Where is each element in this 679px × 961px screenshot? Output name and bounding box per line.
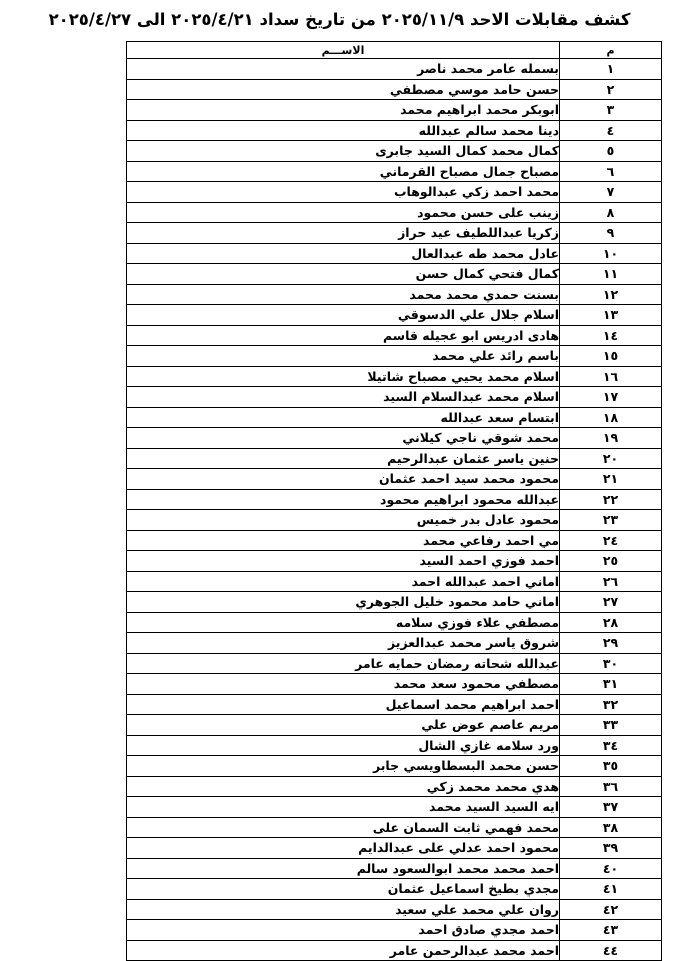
row-number: ٢٣ xyxy=(560,510,662,531)
row-name: ابتسام سعد عبدالله xyxy=(127,407,560,428)
row-name: احمد محمد محمد ابوالسعود سالم xyxy=(127,858,560,879)
row-name: زكريا عبداللطيف عيد حراز xyxy=(127,223,560,244)
row-name: كمال فتحي كمال حسن xyxy=(127,264,560,285)
row-number: ٣٥ xyxy=(560,756,662,777)
row-number: ٩ xyxy=(560,223,662,244)
row-name: دينا محمد سالم عبدالله xyxy=(127,120,560,141)
table-row xyxy=(127,120,662,141)
table-row xyxy=(127,530,662,551)
row-number: ٤٢ xyxy=(560,899,662,920)
table-row xyxy=(127,264,662,285)
row-number: ١ xyxy=(560,59,662,80)
row-number: ١١ xyxy=(560,264,662,285)
row-number: ٤٠ xyxy=(560,858,662,879)
row-number: ١٧ xyxy=(560,387,662,408)
row-name: باسم رائد علي محمد xyxy=(127,346,560,367)
row-name: مصطفي محمود سعد محمد xyxy=(127,674,560,695)
interview-roster-table xyxy=(126,41,662,961)
row-name: عبدالله شحاته رمضان حمايه عامر xyxy=(127,653,560,674)
table-row xyxy=(127,838,662,859)
table-row xyxy=(127,694,662,715)
row-number: ١٨ xyxy=(560,407,662,428)
row-name: مصباح جمال مصباح القرماني xyxy=(127,161,560,182)
table-row xyxy=(127,592,662,613)
row-number: ١٣ xyxy=(560,305,662,326)
table-row xyxy=(127,284,662,305)
table-row xyxy=(127,141,662,162)
page-title: كشف مقابلات الاحد ٢٠٢٥/١١/٩ من تاريخ سداد ٢٠٢٥/٤/٢١ الى ٢٠٢٥/٤/٢٧ xyxy=(48,10,631,29)
row-number: ٣٩ xyxy=(560,838,662,859)
row-name: اسلام محمد عبدالسلام السيد xyxy=(127,387,560,408)
row-name: مجدي بطيخ اسماعيل عثمان xyxy=(127,879,560,900)
table-row xyxy=(127,735,662,756)
row-number: ١٢ xyxy=(560,284,662,305)
table-row xyxy=(127,325,662,346)
table-row xyxy=(127,428,662,449)
row-name: اماني احمد عبدالله احمد xyxy=(127,571,560,592)
row-name: هادى ادريس ابو عجيله قاسم xyxy=(127,325,560,346)
table-row xyxy=(127,653,662,674)
row-number: ١٦ xyxy=(560,366,662,387)
row-number: ٤١ xyxy=(560,879,662,900)
row-name: شروق ياسر محمد عبدالعزيز xyxy=(127,633,560,654)
row-number: ٣٣ xyxy=(560,715,662,736)
table-row xyxy=(127,469,662,490)
row-number: ٢٧ xyxy=(560,592,662,613)
table-row xyxy=(127,510,662,531)
row-name: زينب على حسن محمود xyxy=(127,202,560,223)
table-body xyxy=(127,59,662,961)
row-number: ٢٠ xyxy=(560,448,662,469)
row-name: اسلام محمد يحيي مصباح شاتيلا xyxy=(127,366,560,387)
row-number: ١٤ xyxy=(560,325,662,346)
row-name: روان علي محمد علي سعيد xyxy=(127,899,560,920)
row-name: حسن حامد موسي مصطفي xyxy=(127,79,560,100)
table-row xyxy=(127,161,662,182)
row-name: بسمله عامر محمد ناصر xyxy=(127,59,560,80)
row-number: ٢٩ xyxy=(560,633,662,654)
row-name: ايه السيد السيد محمد xyxy=(127,797,560,818)
table-row xyxy=(127,366,662,387)
table-row xyxy=(127,797,662,818)
row-number: ٣٦ xyxy=(560,776,662,797)
row-name: محمود عادل بدر خميس xyxy=(127,510,560,531)
row-name: ابوبكر محمد ابراهيم محمد xyxy=(127,100,560,121)
table-row xyxy=(127,879,662,900)
row-name: محمد احمد زكي عبدالوهاب xyxy=(127,182,560,203)
row-number: ٣٨ xyxy=(560,817,662,838)
header-number: م xyxy=(560,42,662,59)
row-name: احمد مجدي صادق احمد xyxy=(127,920,560,941)
row-number: ٣١ xyxy=(560,674,662,695)
table-row xyxy=(127,223,662,244)
row-name: اسلام جلال علي الدسوقي xyxy=(127,305,560,326)
table-row xyxy=(127,776,662,797)
row-name: ورد سلامه غازي الشال xyxy=(127,735,560,756)
row-number: ١٠ xyxy=(560,243,662,264)
row-name: عادل محمد طه عبدالعال xyxy=(127,243,560,264)
table-row xyxy=(127,305,662,326)
table-header xyxy=(127,42,662,59)
table-row xyxy=(127,202,662,223)
row-number: ٤٤ xyxy=(560,940,662,961)
row-number: ٥ xyxy=(560,141,662,162)
row-number: ٢١ xyxy=(560,469,662,490)
table-row xyxy=(127,182,662,203)
row-name: محمد شوقي ناجي كيلاني xyxy=(127,428,560,449)
row-name: احمد ابراهيم محمد اسماعيل xyxy=(127,694,560,715)
table-row xyxy=(127,940,662,961)
table-row xyxy=(127,817,662,838)
table-row xyxy=(127,387,662,408)
table-row xyxy=(127,346,662,367)
row-number: ٦ xyxy=(560,161,662,182)
table-row xyxy=(127,551,662,572)
row-name: كمال محمد كمال السيد جابرى xyxy=(127,141,560,162)
table-row xyxy=(127,571,662,592)
row-number: ٣٧ xyxy=(560,797,662,818)
row-name: هدي محمد محمد زكي xyxy=(127,776,560,797)
row-number: ٤ xyxy=(560,120,662,141)
row-number: ٢٨ xyxy=(560,612,662,633)
row-name: مصطفي علاء فوزي سلامه xyxy=(127,612,560,633)
table-row xyxy=(127,756,662,777)
row-name: احمد فوزي احمد السيد xyxy=(127,551,560,572)
row-name: بسنت حمدي محمد محمد xyxy=(127,284,560,305)
row-number: ٢٢ xyxy=(560,489,662,510)
table-row xyxy=(127,407,662,428)
row-number: ١٥ xyxy=(560,346,662,367)
row-number: ٢٤ xyxy=(560,530,662,551)
row-number: ٤٣ xyxy=(560,920,662,941)
table-row xyxy=(127,612,662,633)
row-name: محمود احمد عدلي على عبدالدايم xyxy=(127,838,560,859)
row-number: ٢٥ xyxy=(560,551,662,572)
table-row xyxy=(127,920,662,941)
table-row xyxy=(127,899,662,920)
row-number: ١٩ xyxy=(560,428,662,449)
row-number: ٣٤ xyxy=(560,735,662,756)
row-name: محمد فهمي ثابت السمان على xyxy=(127,817,560,838)
row-name: اماني حامد محمود خليل الجوهري xyxy=(127,592,560,613)
row-number: ٣ xyxy=(560,100,662,121)
row-number: ٧ xyxy=(560,182,662,203)
table-row xyxy=(127,100,662,121)
row-name: حنين ياسر عثمان عبدالرحيم xyxy=(127,448,560,469)
row-name: محمود محمد سيد احمد عثمان xyxy=(127,469,560,490)
row-number: ٣٢ xyxy=(560,694,662,715)
header-name: الاســـم xyxy=(127,42,560,59)
row-name: حسن محمد البسطاويسي جابر xyxy=(127,756,560,777)
table-row xyxy=(127,674,662,695)
row-number: ٢٦ xyxy=(560,571,662,592)
row-name: احمد محمد عبدالرحمن عامر xyxy=(127,940,560,961)
row-number: ٣٠ xyxy=(560,653,662,674)
table-row xyxy=(127,715,662,736)
header-row xyxy=(127,42,662,59)
table-row xyxy=(127,243,662,264)
table-row xyxy=(127,448,662,469)
table-row xyxy=(127,59,662,80)
row-name: مي احمد رفاعي محمد xyxy=(127,530,560,551)
row-name: عبدالله محمود ابراهيم محمود xyxy=(127,489,560,510)
table-row xyxy=(127,633,662,654)
row-number: ٢ xyxy=(560,79,662,100)
row-number: ٨ xyxy=(560,202,662,223)
table-row xyxy=(127,858,662,879)
row-name: مريم عاصم عوض علي xyxy=(127,715,560,736)
table-row xyxy=(127,79,662,100)
table-row xyxy=(127,489,662,510)
